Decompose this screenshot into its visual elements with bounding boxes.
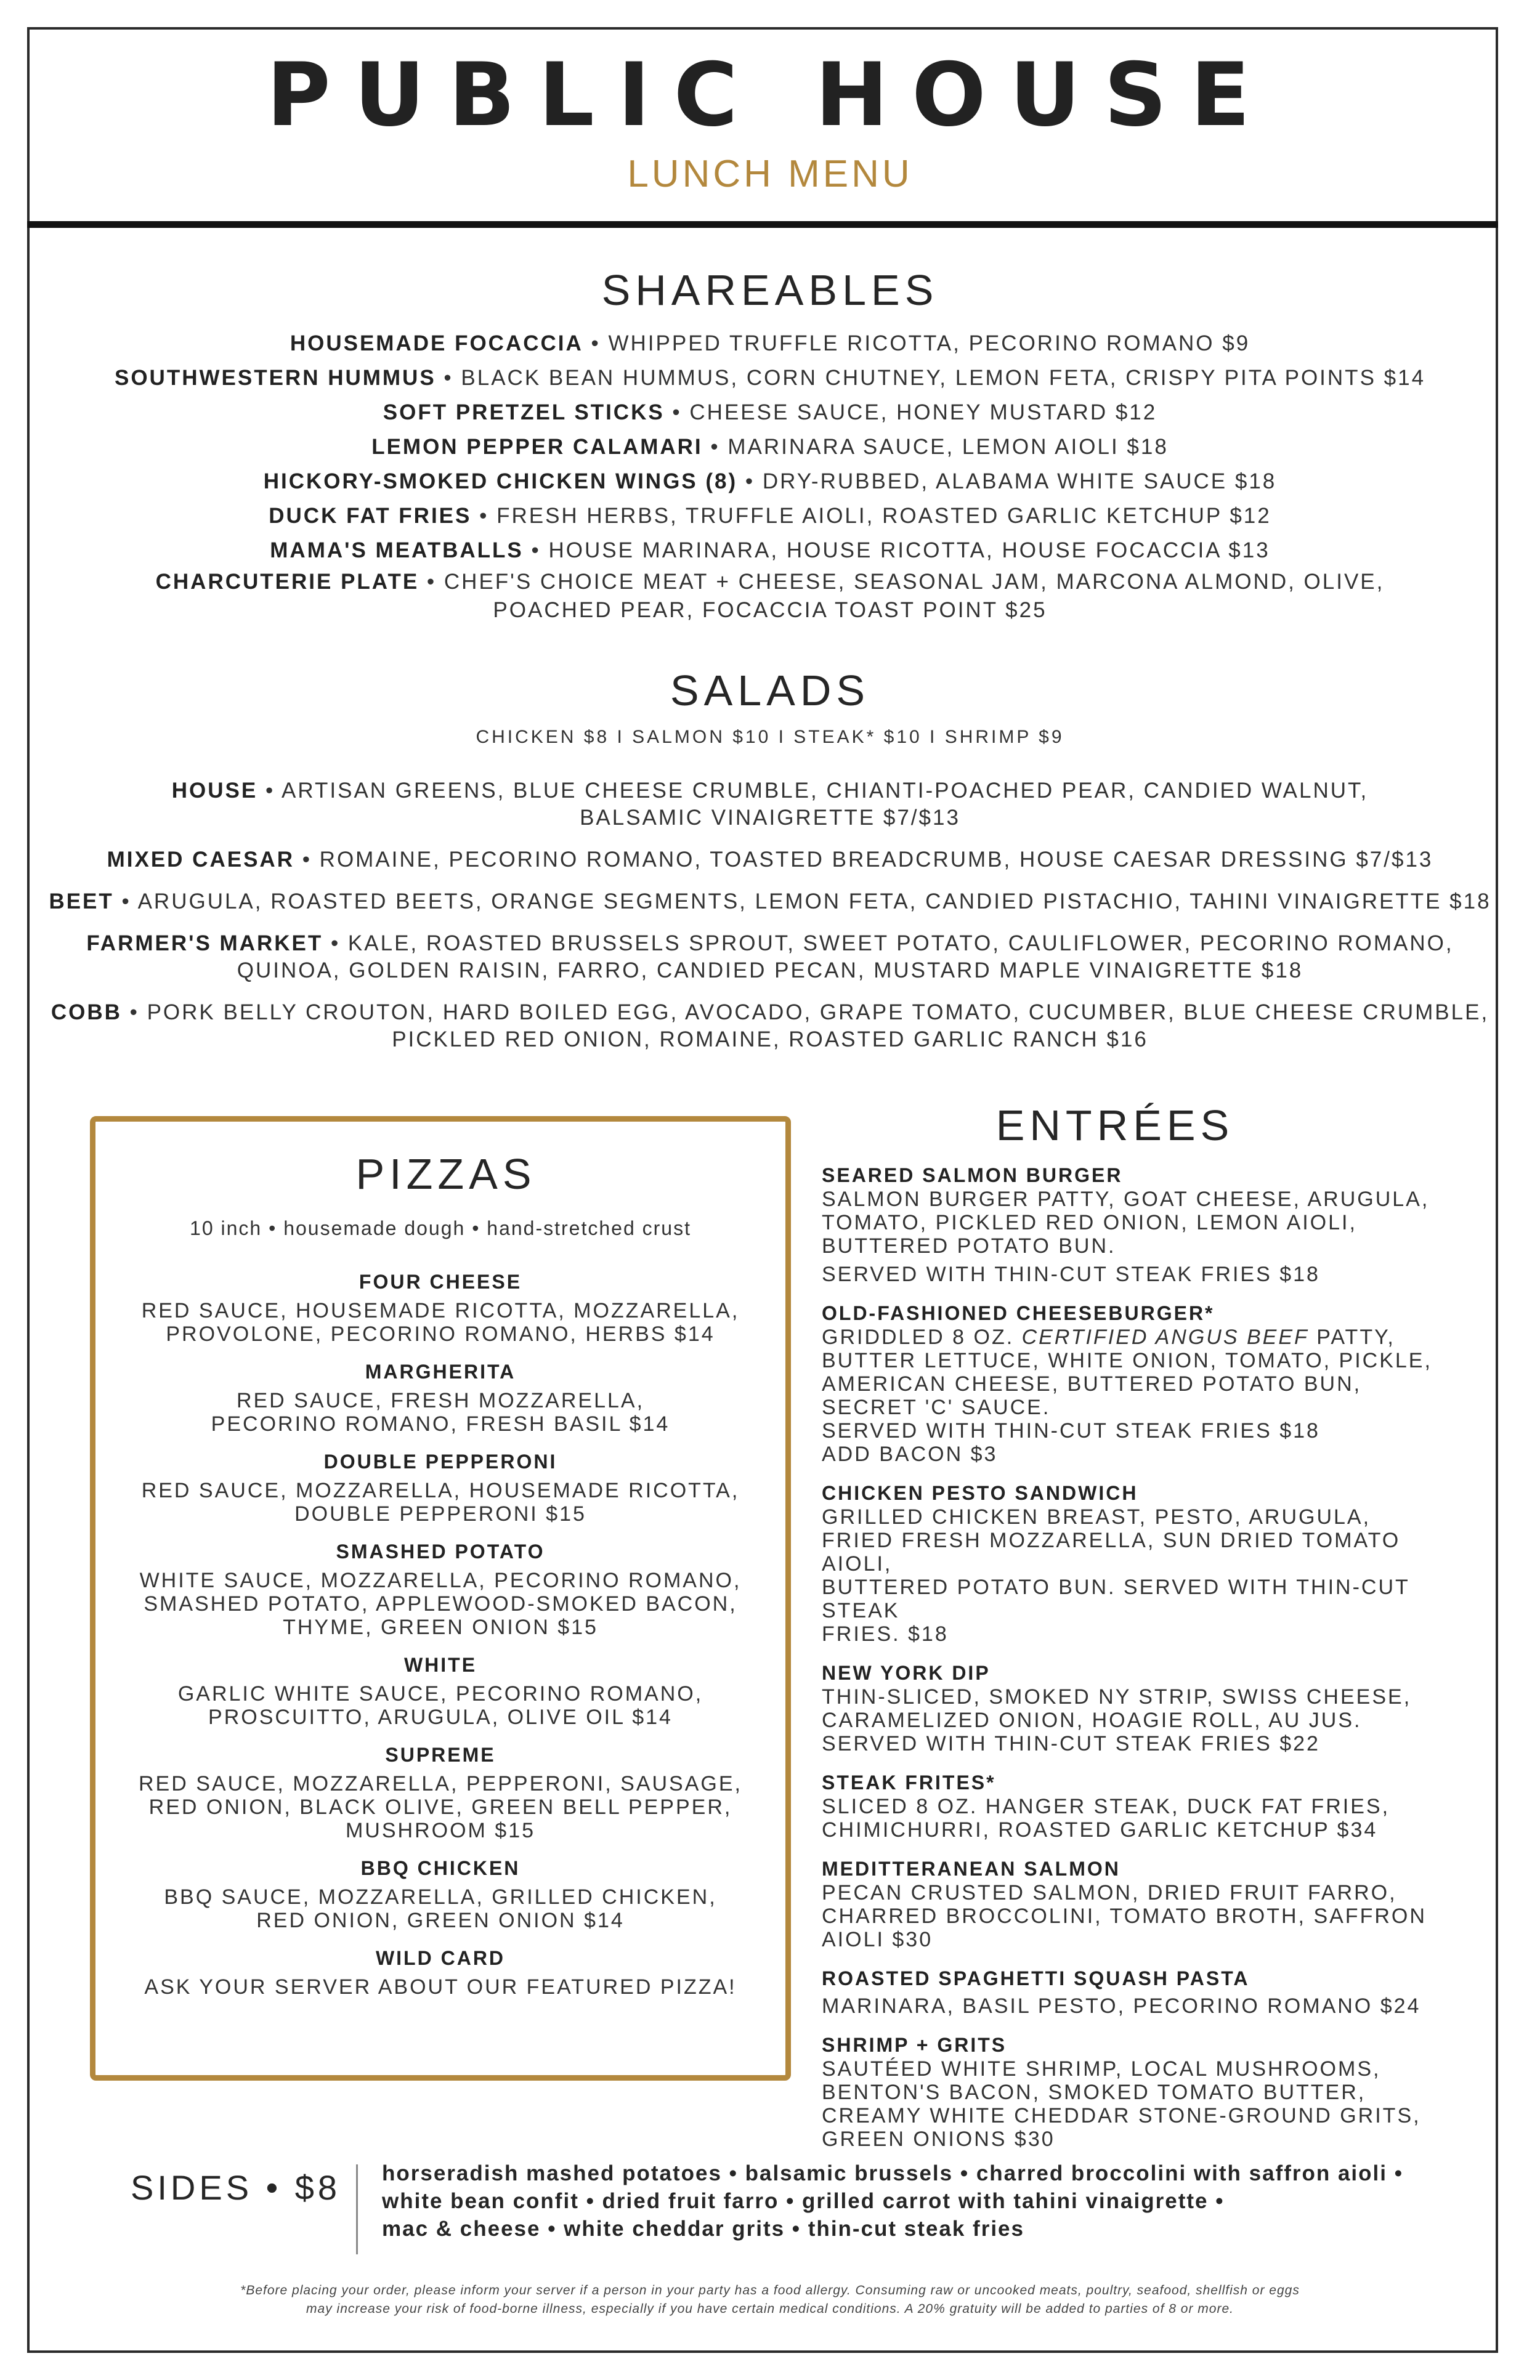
item-name: SOFT PRETZEL STICKS — [383, 400, 665, 424]
item-desc: • DRY-RUBBED, ALABAMA WHITE SAUCE $18 — [737, 469, 1277, 493]
pizza-item — [95, 1653, 785, 1729]
entree-desc — [822, 1188, 1475, 1286]
desc-line: GRILLED CHICKEN BREAST, PESTO, ARUGULA, — [822, 1505, 1371, 1529]
pizza-list — [95, 1269, 785, 2012]
pizza-box — [90, 1116, 791, 2081]
pizza-name: DOUBLE PEPPERONI — [323, 1451, 557, 1473]
desc-line: THIN-SLICED, SMOKED NY STRIP, SWISS CHEESE, — [822, 1685, 1412, 1709]
entrees-heading: ENTRÉES — [995, 1101, 1234, 1149]
entree-item — [822, 2033, 1475, 2151]
entree-item — [822, 1770, 1475, 1842]
desc-line: PROSCUITTO, ARUGULA, OLIVE OIL $14 — [208, 1706, 673, 1729]
sides-line: mac & cheese • white cheddar grits • thin-cut steak fries — [382, 2217, 1024, 2241]
desc-line: BBQ SAUCE, MOZZARELLA, GRILLED CHICKEN, — [164, 1885, 717, 1909]
desc-line: MUSHROOM $15 — [345, 1819, 536, 1842]
item-name: FARMER'S MARKET — [86, 931, 323, 955]
menu-item — [37, 846, 1503, 873]
menu-item — [68, 430, 1472, 464]
item-name: MIXED CAESAR — [107, 848, 294, 872]
desc-line: RED SAUCE, HOUSEMADE RICOTTA, MOZZARELLA, — [141, 1299, 740, 1322]
desc-line: BENTON'S BACON, SMOKED TOMATO BUTTER, — [822, 2081, 1366, 2104]
pizza-desc — [95, 1389, 785, 1436]
pizzas-heading: PIZZAS — [355, 1150, 537, 1198]
entree-name: NEW YORK DIP — [822, 1662, 991, 1684]
entree-list — [822, 1163, 1475, 2166]
desc-line: GREEN ONIONS $30 — [822, 2127, 1055, 2151]
entree-item — [822, 1661, 1475, 1755]
desc-line: AIOLI $30 — [822, 1928, 933, 1951]
entree-name: OLD-FASHIONED CHEESEBURGER* — [822, 1302, 1215, 1324]
sides-line: horseradish mashed potatoes • balsamic brussels • charred broccolini with saffron aioli • — [382, 2161, 1403, 2185]
desc-line: RED ONION, GREEN ONION $14 — [256, 1909, 625, 1932]
shareables-list — [68, 326, 1472, 625]
item-desc: • BLACK BEAN HUMMUS, CORN CHUTNEY, LEMON FETA, CRISPY PITA POINTS $14 — [436, 366, 1426, 390]
menu-item — [68, 464, 1472, 499]
desc-line: CARAMELIZED ONION, HOAGIE ROLL, AU JUS. — [822, 1709, 1362, 1732]
entree-desc — [822, 1326, 1475, 1466]
entree-desc — [822, 1994, 1475, 2018]
item-desc: • CHEF'S CHOICE MEAT + CHEESE, SEASONAL JAM, MARCONA ALMOND, OLIVE, — [419, 570, 1385, 594]
item-name: CHARCUTERIE PLATE — [155, 570, 419, 594]
desc-line: SERVED WITH THIN-CUT STEAK FRIES $18 — [822, 1419, 1320, 1443]
item-desc: • ROMAINE, PECORINO ROMANO, TOASTED BREADCRUMB, HOUSE CAESAR DRESSING $7/$13 — [294, 848, 1433, 872]
desc-line: RED SAUCE, MOZZARELLA, PEPPERONI, SAUSAGE, — [139, 1772, 742, 1795]
item-name: HOUSE — [171, 779, 258, 803]
desc-line: PECORINO ROMANO, FRESH BASIL $14 — [211, 1412, 670, 1436]
item-desc: • CHEESE SAUCE, HONEY MUSTARD $12 — [664, 400, 1157, 424]
menu-item — [68, 568, 1472, 596]
desc-line: BUTTER LETTUCE, WHITE ONION, TOMATO, PICKLE, — [822, 1349, 1432, 1372]
pizza-name: MARGHERITA — [365, 1361, 516, 1383]
pizza-desc — [95, 1569, 785, 1639]
item-desc-continued: QUINOA, GOLDEN RAISIN, FARRO, CANDIED PECAN, MUSTARD MAPLE VINAIGRETTE $18 — [237, 958, 1303, 982]
desc-line: RED SAUCE, FRESH MOZZARELLA, — [236, 1389, 645, 1412]
disclaimer-line: may increase your risk of food-borne illness, especially if you have certain medical conditions. A 20% gratuity will be added to parties of 8 or more. — [306, 2302, 1234, 2316]
desc-line: SECRET 'C' SAUCE. — [822, 1396, 1051, 1419]
pizza-name: BBQ CHICKEN — [360, 1857, 521, 1879]
salad-addons: CHICKEN $8 I SALMON $10 I STEAK* $10 I SHRIMP $9 — [476, 727, 1064, 747]
entree-item — [822, 1966, 1475, 2018]
menu-item — [37, 930, 1503, 984]
desc-line: PATTY, — [1308, 1326, 1395, 1349]
menu-item — [68, 361, 1472, 395]
item-desc: • HOUSE MARINARA, HOUSE RICOTTA, HOUSE FOCACCIA $13 — [523, 538, 1270, 562]
pizza-item — [95, 1856, 785, 1932]
entree-item — [822, 1163, 1475, 1286]
entree-desc — [822, 1685, 1475, 1755]
menu-subtitle: LUNCH MENU — [627, 153, 913, 195]
menu-item — [68, 499, 1472, 533]
entree-item — [822, 1856, 1475, 1951]
pizza-desc — [95, 1975, 785, 1999]
restaurant-title: PUBLIC HOUSE — [266, 44, 1274, 146]
menu-item — [68, 533, 1472, 568]
entree-name: SHRIMP + GRITS — [822, 2034, 1007, 2056]
entree-name: ROASTED SPAGHETTI SQUASH PASTA — [822, 1967, 1250, 1989]
pizza-name: SUPREME — [385, 1744, 496, 1766]
allergy-disclaimer — [123, 2281, 1417, 2318]
desc-line: ADD BACON $3 — [822, 1443, 998, 1466]
pizza-desc — [95, 1479, 785, 1526]
desc-line: SALMON BURGER PATTY, GOAT CHEESE, ARUGULA, — [822, 1188, 1430, 1211]
desc-line: SERVED WITH THIN-CUT STEAK FRIES $22 — [822, 1732, 1320, 1755]
pizza-item — [95, 1269, 785, 1346]
entree-name: MEDITTERANEAN SALMON — [822, 1858, 1121, 1880]
menu-item — [37, 777, 1503, 832]
item-desc: • MARINARA SAUCE, LEMON AIOLI $18 — [702, 435, 1169, 459]
desc-line: WHITE SAUCE, MOZZARELLA, PECORINO ROMANO, — [139, 1569, 742, 1592]
item-name: SOUTHWESTERN HUMMUS — [114, 366, 436, 390]
item-desc-continued: PICKLED RED ONION, ROMAINE, ROASTED GARLIC RANCH $16 — [392, 1027, 1148, 1051]
desc-line: PECAN CRUSTED SALMON, DRIED FRUIT FARRO, — [822, 1881, 1397, 1904]
item-desc: • WHIPPED TRUFFLE RICOTTA, PECORINO ROMANO $9 — [583, 331, 1250, 355]
desc-line: BUTTERED POTATO BUN. — [822, 1234, 1116, 1258]
entree-name: STEAK FRITES* — [822, 1771, 996, 1794]
item-desc: • FRESH HERBS, TRUFFLE AIOLI, ROASTED GARLIC KETCHUP $12 — [471, 504, 1271, 528]
salads-heading: SALADS — [670, 666, 870, 714]
desc-line: CHIMICHURRI, ROASTED GARLIC KETCHUP $34 — [822, 1818, 1378, 1842]
shareables-heading: SHAREABLES — [601, 266, 939, 314]
desc-line: FRIES. $18 — [822, 1622, 949, 1646]
sides-line: white bean confit • dried fruit farro • grilled carrot with tahini vinaigrette • — [382, 2189, 1225, 2213]
item-name: HOUSEMADE FOCACCIA — [290, 331, 583, 355]
sides-list — [382, 2159, 1478, 2243]
item-name: LEMON PEPPER CALAMARI — [371, 435, 703, 459]
pizza-name: SMASHED POTATO — [336, 1540, 545, 1563]
pizza-item — [95, 1946, 785, 1999]
pizza-item — [95, 1359, 785, 1436]
desc-line: SMASHED POTATO, APPLEWOOD-SMOKED BACON, — [144, 1592, 737, 1616]
pizza-name: WHITE — [403, 1654, 477, 1676]
pizzas-tagline: 10 inch • housemade dough • hand-stretched crust — [190, 1217, 691, 1239]
item-desc-continued: BALSAMIC VINAIGRETTE $7/$13 — [580, 806, 960, 830]
desc-line: SERVED WITH THIN-CUT STEAK FRIES $18 — [822, 1263, 1320, 1286]
item-desc: • ARTISAN GREENS, BLUE CHEESE CRUMBLE, CHIANTI-POACHED PEAR, CANDIED WALNUT, — [257, 779, 1369, 803]
desc-line: CREAMY WHITE CHEDDAR STONE-GROUND GRITS, — [822, 2104, 1421, 2127]
desc-line: MARINARA, BASIL PESTO, PECORINO ROMANO $24 — [822, 1994, 1421, 2018]
desc-line: CHARRED BROCCOLINI, TOMATO BROTH, SAFFRON — [822, 1904, 1427, 1928]
item-name: BEET — [49, 889, 114, 913]
entree-desc — [822, 1795, 1475, 1842]
item-desc: • KALE, ROASTED BRUSSELS SPROUT, SWEET POTATO, CAULIFLOWER, PECORINO ROMANO, — [323, 931, 1454, 955]
item-name: COBB — [51, 1000, 122, 1024]
menu-item — [37, 888, 1503, 915]
disclaimer-line: *Before placing your order, please inform your server if a person in your party has a food allergy. Consuming raw or uncooked meats, poultry, seafood, shellfish or eggs — [240, 2283, 1300, 2297]
desc-line: ASK YOUR SERVER ABOUT OUR FEATURED PIZZA! — [144, 1975, 737, 1999]
item-name: MAMA'S MEATBALLS — [270, 538, 524, 562]
header-divider — [27, 221, 1498, 228]
desc-line: AMERICAN CHEESE, BUTTERED POTATO BUN, — [822, 1372, 1362, 1396]
desc-line: GARLIC WHITE SAUCE, PECORINO ROMANO, — [177, 1682, 703, 1706]
item-desc: • ARUGULA, ROASTED BEETS, ORANGE SEGMENTS, LEMON FETA, CANDIED PISTACHIO, TAHINI VINAIGRETTE $18 — [113, 889, 1491, 913]
pizza-desc — [95, 1772, 785, 1842]
salads-list — [37, 777, 1503, 1068]
item-name: DUCK FAT FRIES — [269, 504, 472, 528]
menu-item — [37, 999, 1503, 1053]
entree-item — [822, 1301, 1475, 1466]
menu-item — [68, 395, 1472, 430]
desc-line: SAUTÉED WHITE SHRIMP, LOCAL MUSHROOMS, — [822, 2057, 1381, 2081]
desc-line: TOMATO, PICKLED RED ONION, LEMON AIOLI, — [822, 1211, 1357, 1234]
pizza-desc — [95, 1682, 785, 1729]
desc-line: GRIDDLED 8 OZ. — [822, 1326, 1022, 1349]
desc-line: SLICED 8 OZ. HANGER STEAK, DUCK FAT FRIES, — [822, 1795, 1390, 1818]
pizza-desc — [95, 1885, 785, 1932]
item-desc: • PORK BELLY CROUTON, HARD BOILED EGG, AVOCADO, GRAPE TOMATO, CUCUMBER, BLUE CHEESE CRUMBLE, — [121, 1000, 1489, 1024]
pizza-desc — [95, 1299, 785, 1346]
entree-desc — [822, 1881, 1475, 1951]
desc-line: RED ONION, BLACK OLIVE, GREEN BELL PEPPER, — [148, 1795, 732, 1819]
entree-name: SEARED SALMON BURGER — [822, 1164, 1123, 1186]
entree-item — [822, 1481, 1475, 1646]
sides-divider — [356, 2164, 358, 2254]
item-name: HICKORY-SMOKED CHICKEN WINGS (8) — [263, 469, 738, 493]
pizza-item — [95, 1742, 785, 1842]
pizza-item — [95, 1449, 785, 1526]
entree-name: CHICKEN PESTO SANDWICH — [822, 1482, 1138, 1504]
sides-heading: SIDES • $8 — [131, 2168, 341, 2207]
pizza-item — [95, 1539, 785, 1639]
desc-line: DOUBLE PEPPERONI $15 — [294, 1502, 586, 1526]
desc-line: THYME, GREEN ONION $15 — [283, 1616, 598, 1639]
item-desc-continued: POACHED PEAR, FOCACCIA TOAST POINT $25 — [493, 598, 1047, 622]
menu-item — [68, 326, 1472, 361]
desc-line: FRIED FRESH MOZZARELLA, SUN DRIED TOMATO AIOLI, — [822, 1529, 1401, 1576]
desc-line: BUTTERED POTATO BUN. SERVED WITH THIN-CUT STEAK — [822, 1576, 1410, 1622]
desc-line: PROVOLONE, PECORINO ROMANO, HERBS $14 — [166, 1322, 715, 1346]
entree-desc — [822, 1505, 1475, 1646]
desc-line: RED SAUCE, MOZZARELLA, HOUSEMADE RICOTTA, — [141, 1479, 740, 1502]
pizza-name: FOUR CHEESE — [359, 1271, 522, 1293]
pizza-name: WILD CARD — [375, 1947, 506, 1969]
entree-desc — [822, 2057, 1475, 2151]
brand-name: CERTIFIED ANGUS BEEF — [1021, 1326, 1309, 1349]
